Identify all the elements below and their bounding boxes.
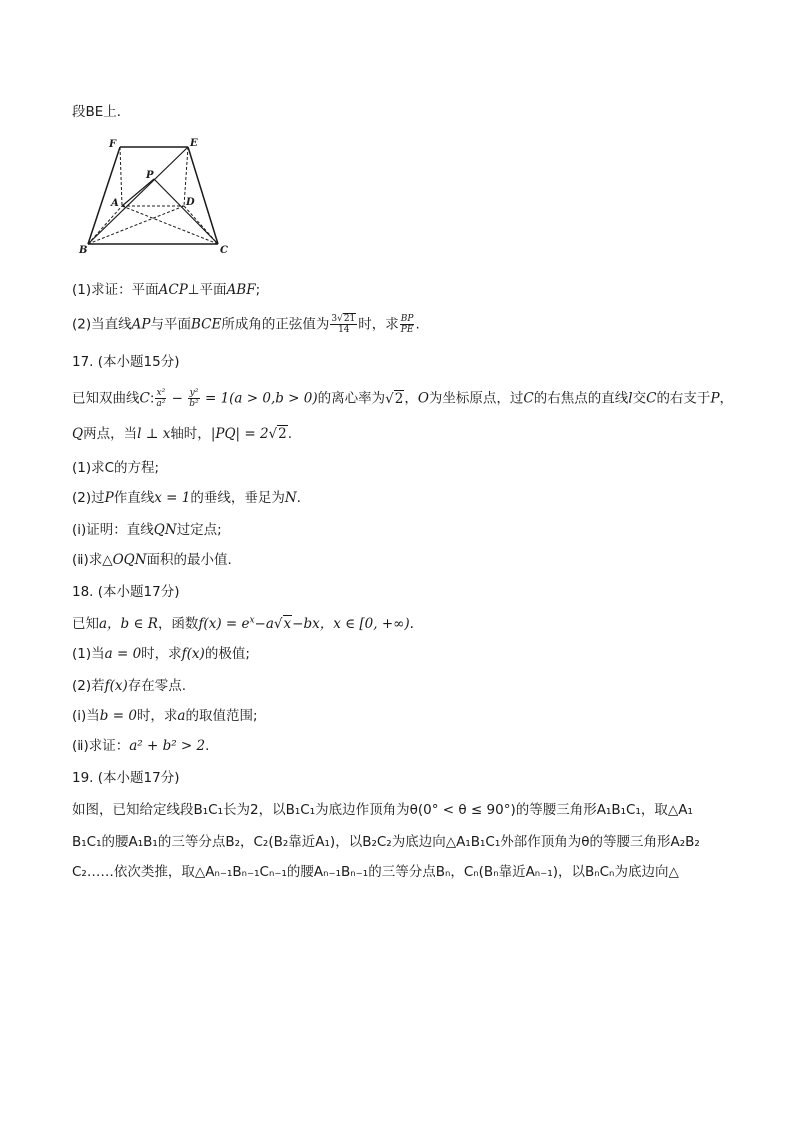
q18-p1-b: 时，求	[141, 646, 182, 662]
q17-l1-P: P	[710, 390, 720, 407]
q17-part1	[72, 458, 159, 478]
q17-pi-b: 过定点;	[176, 522, 222, 538]
q18-l1-vars: a，b ∈ R	[99, 616, 158, 632]
q17-line1: 已知双曲线C: $\frac{\text{x²}}{\text{a²}}$ − $\frac{\text{y²}}{\text{b²}}$ = 1(a > 0,b > 0)的离心率为√2，O为坐标原点，过C的右焦点的直线l交C的右支于P，	[72, 388, 734, 409]
q17-part2-ii	[72, 550, 232, 570]
q19-header-text: 19. (本小题17分)	[72, 770, 180, 786]
q17-p2-b: 作直线	[113, 490, 155, 506]
q17-pii-a: (ⅱ)求△	[72, 552, 113, 568]
q18-pi-c: 的取值范围;	[185, 708, 258, 724]
q17-l1-C3: C	[646, 390, 657, 407]
hyperbola-term-x: $\frac{\text{x²}}{\text{a²}}$	[156, 388, 166, 409]
q17-l1-l: l	[628, 390, 633, 407]
q17-l2-abs: |PQ| = 2	[210, 426, 269, 442]
q17-l1-sqrt: √2	[385, 390, 404, 407]
q17-p2-a: (2)过	[72, 490, 105, 506]
ratio-num: BP	[400, 314, 414, 324]
q18-l1-sqrt-rad: x	[283, 616, 292, 632]
q18-p2-a: (2)若	[72, 678, 105, 694]
q17-l2-b: 轴时，	[170, 426, 211, 442]
q19-line1	[72, 800, 693, 820]
q18-pi-cond: b = 0	[99, 708, 137, 724]
q18-p1-cond: a = 0	[104, 646, 142, 662]
q18-pii-a: (ⅱ)求证：	[72, 738, 130, 754]
q18-header-text: 18. (本小题17分)	[72, 584, 180, 600]
q17-l2-l: l	[137, 426, 142, 442]
q16-part1-perp: ⊥平面	[187, 282, 227, 298]
q16-part1-plane1: ACP	[158, 282, 188, 298]
q17-l1-a: 已知双曲线	[72, 390, 140, 407]
label-F: F	[109, 139, 117, 150]
q17-l1-colon: :	[149, 390, 155, 407]
q16-part2-mid2: 所成角的正弦值为	[221, 316, 330, 333]
q17-l2-a: 两点，当	[83, 426, 138, 442]
q16-part2-line: AP	[131, 316, 151, 333]
q18-p1-f: f(x)	[181, 646, 205, 662]
q17-header	[72, 352, 179, 372]
q18-pii-end: .	[205, 738, 210, 754]
q17-l1-O: O	[417, 390, 429, 407]
q17-part1-text: (1)求C的方程;	[72, 460, 160, 476]
q18-l1-sqrt: √x	[273, 616, 292, 632]
q19-line3	[72, 862, 679, 882]
q16-part2-end: .	[415, 316, 420, 333]
q18-pi-a: (ⅰ)当	[72, 708, 100, 724]
frac-den: 14	[338, 325, 350, 335]
q17-l1-f: 交	[632, 390, 647, 407]
edge-EB	[88, 147, 188, 244]
q18-l1-c: −a	[254, 616, 274, 632]
q19-line3-text: C₂……依次类推，取△Aₙ₋₁Bₙ₋₁Cₙ₋₁的腰Aₙ₋₁Bₙ₋₁的三等分点Bₙ，Cₙ(Bₙ靠近Aₙ₋₁)，以BₙCₙ为底边向△	[72, 864, 679, 880]
q17-l2-Q: Q	[72, 426, 84, 442]
q18-line1	[72, 614, 414, 634]
q17-p2-eq: x = 1	[154, 490, 191, 506]
q17-pi-QN: QN	[153, 522, 177, 538]
label-P: P	[146, 170, 154, 181]
q17-l2-sqrt: √2	[268, 426, 287, 442]
q19-line1-text: 如图，已知给定线段B₁C₁长为2，以B₁C₁为底边作顶角为θ(0° < θ ≤ 90°)的等腰三角形A₁B₁C₁，取△A₁	[72, 802, 693, 818]
q16-sine-fraction: $\frac{3√21}{14}$	[331, 314, 356, 335]
q16-part2	[72, 314, 420, 335]
q17-p2-P: P	[104, 490, 114, 506]
q18-l1-a: 已知	[72, 616, 99, 632]
q17-part2-i	[72, 520, 222, 540]
q17-pii-b: 面积的最小值.	[146, 552, 232, 568]
ratio-den: PE	[400, 325, 414, 335]
frac-rad: 21	[343, 314, 356, 324]
q16-part2-mid: 与平面	[150, 316, 191, 333]
label-B: B	[79, 245, 88, 256]
frac-coef: 3	[331, 314, 338, 324]
q18-l1-f: f(x) = e	[198, 616, 250, 632]
q17-l1-eq: = 1(a > 0,b > 0)	[200, 390, 318, 407]
q19-line2	[72, 832, 700, 852]
q17-l2-sqrt-rad: 2	[278, 426, 287, 442]
q17-p2-end: .	[296, 490, 301, 506]
q17-l1-C: C	[139, 390, 150, 407]
q17-l2-end: .	[287, 426, 293, 442]
q18-header	[72, 582, 179, 602]
q16-line-top-text: 段BE上．	[72, 104, 131, 120]
q16-part1-end: ;	[255, 282, 261, 298]
q17-l1-e: 的右焦点的直线	[533, 390, 629, 407]
q16-part2-mid3: 时，求	[358, 316, 399, 333]
q17-l1-sqrt-rad: 2	[394, 390, 404, 407]
q19-line2-text: B₁C₁的腰A₁B₁的三等分点B₂，C₂(B₂靠近A₁)，以B₂C₂为底边向△A₁B₁C₁外部作顶角为θ的等腰三角形A₂B₂	[72, 834, 700, 850]
edge-PA	[122, 179, 154, 206]
q18-l1-sup: x	[249, 615, 255, 626]
q16-part2-plane: BCE	[190, 316, 222, 333]
label-E: E	[190, 138, 198, 149]
q17-l1-C2: C	[523, 390, 534, 407]
q18-pi-a2: a	[177, 708, 186, 724]
q16-part1-plane2: ABF	[226, 282, 256, 298]
q18-l1-b: ，函数	[157, 616, 199, 632]
q17-line2	[72, 424, 292, 444]
q18-part2-ii	[72, 736, 209, 756]
q19-header	[72, 768, 179, 788]
q17-l1-c: ，	[404, 390, 418, 407]
q16-part1	[72, 280, 260, 300]
label-C: C	[220, 245, 228, 256]
q18-p1-a: (1)当	[72, 646, 105, 662]
q16-part1-prefix: (1)求证：平面	[72, 282, 159, 298]
q17-l2-perp: ⊥	[141, 426, 163, 442]
edge-FA	[120, 147, 122, 206]
q17-p2-c: 的垂线，垂足为	[190, 490, 285, 506]
q17-pi-a: (ⅰ)证明：直线	[72, 522, 154, 538]
label-A: A	[111, 198, 119, 209]
q17-l1-g: 的右支于	[656, 390, 711, 407]
q18-part1	[72, 644, 250, 664]
q17-p2-N: N	[284, 490, 297, 506]
q17-part2	[72, 488, 301, 508]
q18-l1-d: −bx，x ∈ [0, +∞).	[292, 616, 414, 632]
q16-figure	[78, 136, 238, 258]
label-D: D	[186, 197, 195, 208]
q18-pi-b: 时，求	[136, 708, 178, 724]
q18-p1-c: 的极值;	[204, 646, 250, 662]
q18-part2	[72, 676, 186, 696]
q17-l2-x: x	[162, 426, 171, 442]
q17-l1-h: ，	[719, 390, 734, 407]
q17-l1-d: 为坐标原点，过	[428, 390, 524, 407]
q18-part2-i	[72, 706, 258, 726]
q17-pii-OQN: OQN	[112, 552, 147, 568]
edge-BA	[88, 206, 122, 244]
edge-FB	[88, 147, 120, 244]
q17-header-text: 17. (本小题15分)	[72, 354, 180, 370]
q16-part2-prefix: (2)当直线	[72, 316, 132, 333]
q16-ratio-fraction	[400, 314, 415, 335]
q18-pii-expr: a² + b² > 2	[129, 738, 206, 754]
q18-p2-f: f(x)	[104, 678, 128, 694]
q16-line-top	[72, 102, 130, 122]
q18-p2-b: 存在零点.	[127, 678, 187, 694]
hyperbola-term-y: $\frac{\text{y²}}{\text{b²}}$	[189, 388, 199, 409]
q17-l1-b: 的离心率为	[317, 390, 386, 407]
